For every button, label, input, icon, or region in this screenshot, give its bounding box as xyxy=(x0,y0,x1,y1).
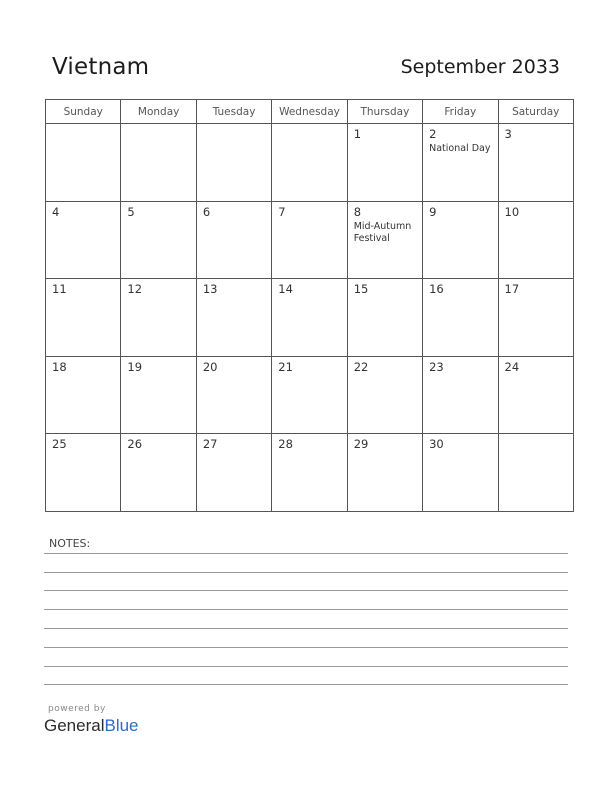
day-cell xyxy=(196,434,271,512)
day-number: 25 xyxy=(52,437,67,452)
notes-line xyxy=(44,628,568,629)
day-cell xyxy=(347,124,422,202)
day-cell xyxy=(347,201,422,279)
day-cell xyxy=(46,201,121,279)
notes-line xyxy=(44,590,568,591)
day-cell xyxy=(46,124,121,202)
day-cell xyxy=(272,434,347,512)
day-number: 9 xyxy=(429,204,437,219)
weekday-header: Monday xyxy=(121,100,196,124)
day-number: 19 xyxy=(127,359,143,374)
day-cell xyxy=(121,124,196,202)
day-number: 13 xyxy=(202,282,218,297)
calendar-body xyxy=(46,124,574,512)
month-year-title: September 2033 xyxy=(400,56,560,78)
day-cell xyxy=(196,124,271,202)
day-number: 29 xyxy=(353,437,369,452)
day-cell xyxy=(196,356,271,434)
day-number: 20 xyxy=(202,359,218,374)
notes-label: NOTES: xyxy=(49,537,91,550)
notes-line xyxy=(44,684,568,685)
day-number: 15 xyxy=(353,282,369,297)
day-number: 10 xyxy=(504,204,520,219)
day-cell xyxy=(196,201,271,279)
day-cell xyxy=(272,356,347,434)
day-cell xyxy=(46,434,121,512)
day-cell xyxy=(272,279,347,357)
day-number: 12 xyxy=(127,282,143,297)
day-number: 24 xyxy=(504,359,520,374)
weekday-header: Wednesday xyxy=(272,100,347,124)
day-cell xyxy=(423,279,498,357)
week-row xyxy=(46,279,574,357)
notes-line xyxy=(44,666,568,667)
day-number: 14 xyxy=(278,282,293,297)
day-cell xyxy=(347,356,422,434)
day-cell xyxy=(46,356,121,434)
week-row xyxy=(46,434,574,512)
day-number: 3 xyxy=(504,127,512,141)
day-cell xyxy=(46,279,121,357)
notes-line xyxy=(44,647,568,648)
day-cell xyxy=(498,124,573,202)
day-cell xyxy=(121,201,196,279)
weekday-header: Tuesday xyxy=(196,100,271,124)
day-cell xyxy=(423,434,498,512)
day-cell xyxy=(498,356,573,434)
weekday-header-row xyxy=(46,100,574,124)
day-number: 21 xyxy=(278,359,293,374)
powered-by-text: powered by xyxy=(48,704,106,714)
day-cell xyxy=(423,124,498,202)
day-cell xyxy=(272,201,347,279)
day-cell xyxy=(498,279,573,357)
country-title: Vietnam xyxy=(52,54,150,80)
day-cell xyxy=(121,434,196,512)
day-cell xyxy=(121,279,196,357)
day-number: 26 xyxy=(127,437,143,452)
weekday-header: Saturday xyxy=(498,100,573,124)
day-cell xyxy=(423,356,498,434)
week-row xyxy=(46,124,574,202)
weekday-header: Sunday xyxy=(46,100,121,124)
logo-blue-text: Blue xyxy=(104,716,139,735)
day-number: 30 xyxy=(429,437,444,452)
day-cell xyxy=(196,279,271,357)
week-row xyxy=(46,201,574,279)
day-cell xyxy=(347,434,422,512)
day-number: 1 xyxy=(353,127,362,141)
day-number: 23 xyxy=(429,359,444,374)
notes-line xyxy=(44,553,568,554)
day-cell xyxy=(272,124,347,202)
day-number: 11 xyxy=(52,282,67,297)
weekday-header: Friday xyxy=(423,100,498,124)
day-cell xyxy=(498,434,573,512)
day-cell xyxy=(121,356,196,434)
weekday-header: Thursday xyxy=(347,100,422,124)
week-row xyxy=(46,356,574,434)
day-number: 4 xyxy=(52,204,60,219)
day-number: 16 xyxy=(429,282,444,297)
day-number: 5 xyxy=(127,204,135,219)
day-number: 22 xyxy=(353,359,369,374)
day-number: 8 xyxy=(353,204,362,219)
generalblue-logo[interactable] xyxy=(44,716,139,736)
day-number: 28 xyxy=(278,437,293,452)
notes-line xyxy=(44,609,568,610)
holiday-label: Mid-Autumn Festival xyxy=(353,220,412,244)
notes-line xyxy=(44,572,568,573)
logo-general-text: General xyxy=(44,716,105,735)
day-cell xyxy=(498,201,573,279)
day-number: 17 xyxy=(504,282,520,297)
calendar-grid xyxy=(45,99,574,512)
day-number: 18 xyxy=(52,359,67,374)
day-number: 2 xyxy=(429,127,437,141)
day-number: 27 xyxy=(202,437,218,452)
day-cell xyxy=(347,279,422,357)
holiday-label: National Day xyxy=(429,143,491,154)
day-cell xyxy=(423,201,498,279)
day-number: 6 xyxy=(202,204,211,219)
day-number: 7 xyxy=(278,204,286,219)
